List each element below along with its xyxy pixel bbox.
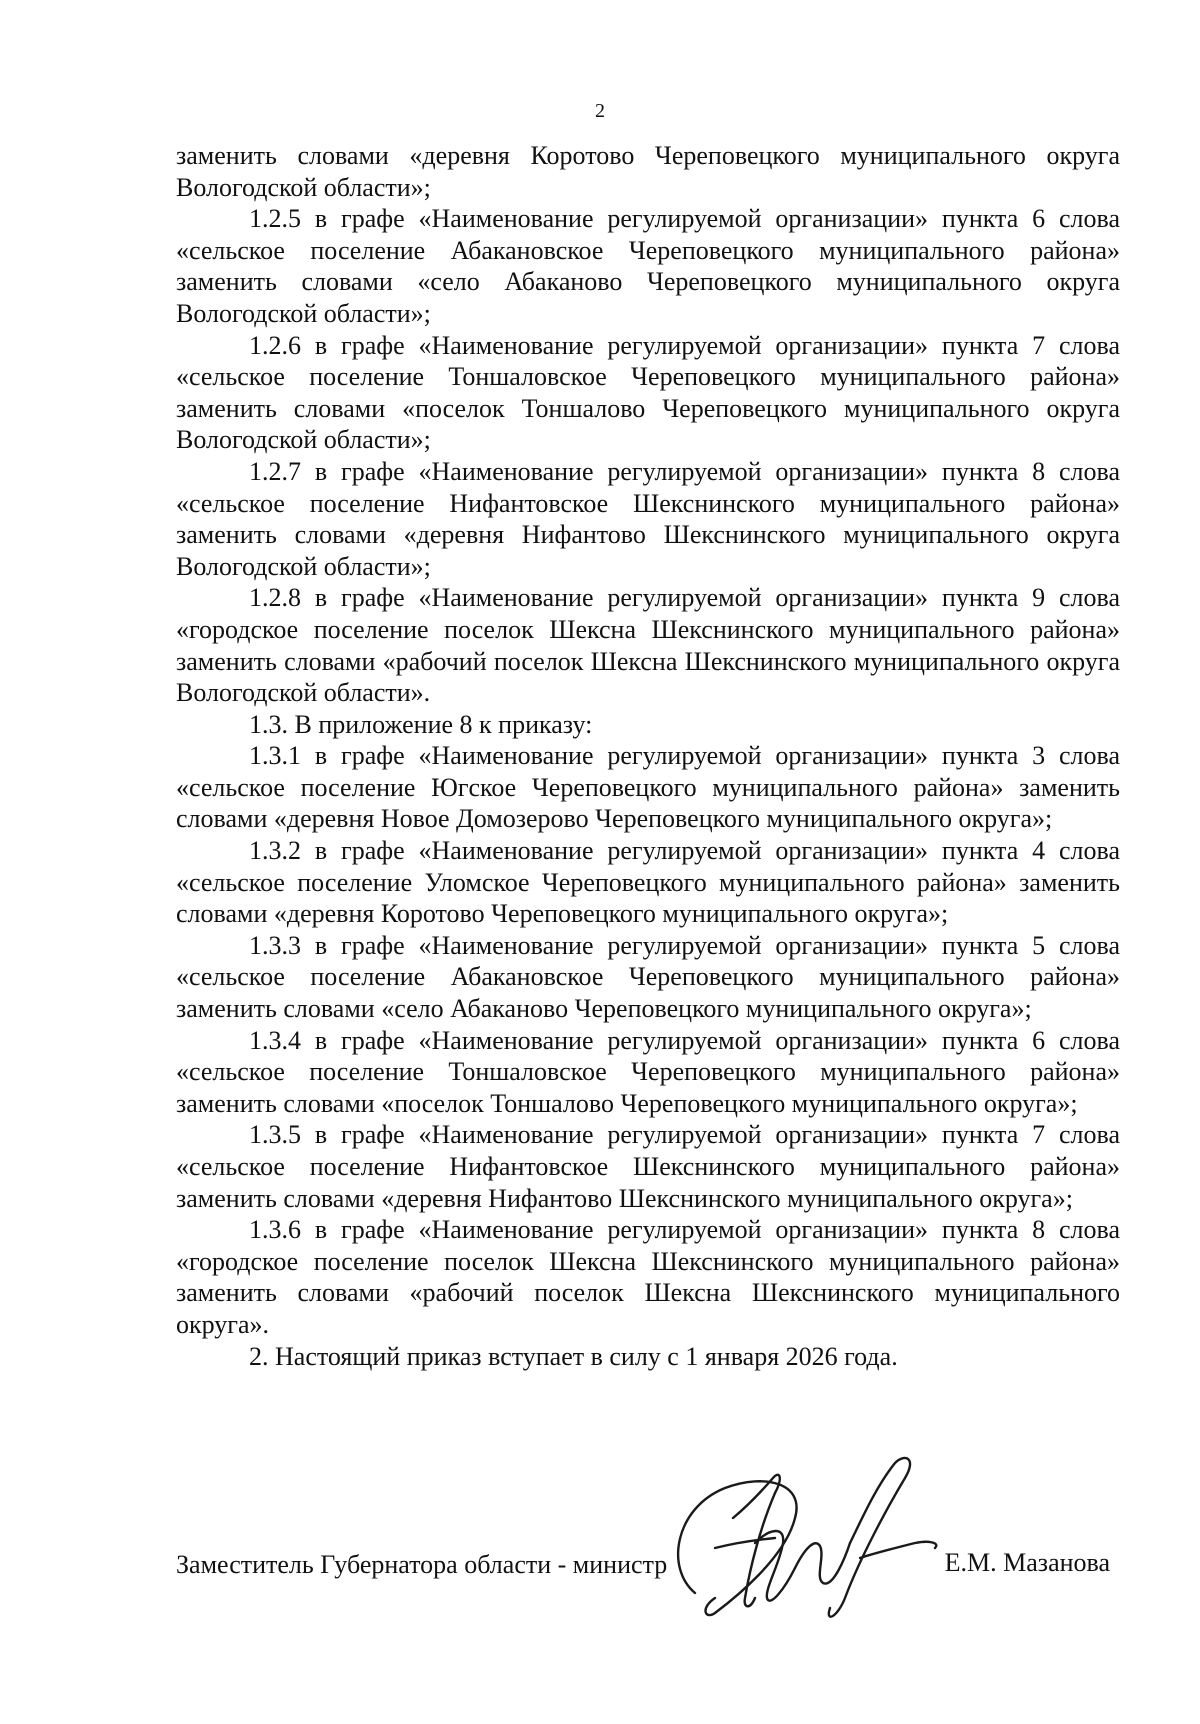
paragraph: 1.3.3 в графе «Наименование регулируемой организации» пункта 5 слова «сельское поселение Абакановское Череповецкого муниципального района» заменить словами «село Абаканово Череповецкого муниципального округа»; <box>176 930 1120 1024</box>
paragraph: 1.2.6 в графе «Наименование регулируемой организации» пункта 7 слова «сельское поселение Тоншаловское Череповецкого муниципального района» заменить словами «поселок Тоншалово Череповецкого муниципального округа Вологодской области»; <box>176 330 1120 455</box>
signer-name: Е.М. Мазанова <box>944 1548 1110 1577</box>
paragraph: 1.3.1 в графе «Наименование регулируемой организации» пункта 3 слова «сельское поселение Югское Череповецкого муниципального района» заменить словами «деревня Новое Домозерово Череповецкого муниципального округа»; <box>176 741 1120 834</box>
signer-position: Заместитель Губернатора области - министр <box>176 1550 668 1579</box>
paragraph: 2. Настоящий приказ вступает в силу с 1 января 2026 года. <box>249 1341 898 1371</box>
paragraph: 1.3.5 в графе «Наименование регулируемой организации» пункта 7 слова «сельское поселение Нифантовское Шекснинского муниципального района» заменить словами «деревня Нифантово Шекснинского муниципального округа»; <box>176 1120 1120 1213</box>
handwritten-signature <box>655 1448 975 1638</box>
signature-block <box>176 1538 1120 1598</box>
paragraph: 1.3. В приложение 8 к приказу: <box>249 709 593 739</box>
paragraph: 1.3.4 в графе «Наименование регулируемой организации» пункта 6 слова «сельское поселение Тоншаловское Череповецкого муниципального района» заменить словами «поселок Тоншалово Череповецкого муниципального округа»; <box>176 1025 1120 1118</box>
paragraph: 1.3.6 в графе «Наименование регулируемой организации» пункта 8 слова «городское поселение поселок Шексна Шекснинского муниципального района» заменить словами «рабочий поселок Шексна Шекснинского муниципального округа». <box>176 1215 1120 1339</box>
paragraph: 1.2.5 в графе «Наименование регулируемой организации» пункта 6 слова «сельское поселение Абакановское Череповецкого муниципального района» заменить словами «село Абаканово Череповецкого муниципального округа Вологодской области»; <box>176 204 1120 328</box>
paragraph: 1.2.7 в графе «Наименование регулируемой организации» пункта 8 слова «сельское поселение Нифантовское Шекснинского муниципального района» заменить словами «деревня Нифантово Шекснинского муниципального округа Вологодской области»; <box>176 456 1120 581</box>
paragraph: 1.3.2 в графе «Наименование регулируемой организации» пункта 4 слова «сельское поселение Уломское Череповецкого муниципального района» заменить словами «деревня Коротово Череповецкого муниципального округа»; <box>176 836 1120 929</box>
paragraph: 1.2.8 в графе «Наименование регулируемой организации» пункта 9 слова «городское поселение поселок Шексна Шекснинского муниципального района» заменить словами «рабочий поселок Шексна Шекснинского муниципального округа Вологодской области». <box>176 583 1120 708</box>
document-body <box>176 140 1120 1372</box>
page-number: 2 <box>595 100 605 122</box>
paragraph: заменить словами «деревня Коротово Череповецкого муниципального округа Вологодской области»; <box>176 141 1120 202</box>
